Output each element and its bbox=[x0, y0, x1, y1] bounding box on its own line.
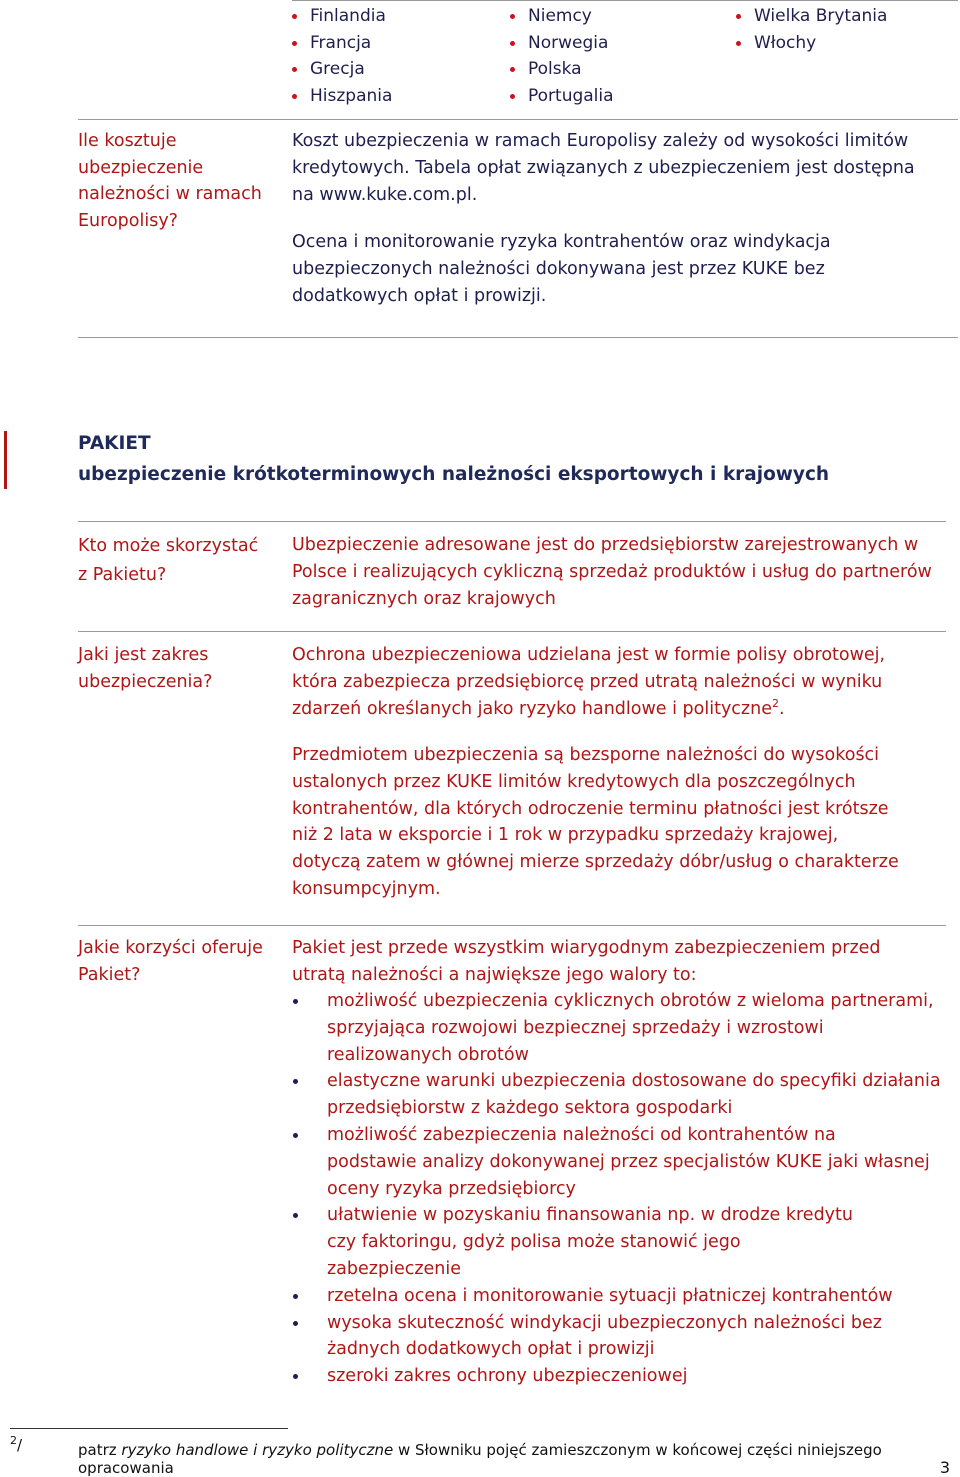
footnote-ref: 2 bbox=[771, 696, 779, 710]
answer-scope-p2: Przedmiotem ubezpieczenia są bezsporne należności do wysokości ustalonych przez KUKE limitów kredytowych dla poszczególnych kontrahentów, dla których odroczenie terminu płatności jest krótsze niż 2 lata w eksporcie i 1 rok w przypadku sprzedaży krajowej, dotyczą zatem w głównej mierze sprzedaży dóbr/usług o charakterze konsumpcyjnym. bbox=[292, 745, 899, 899]
answer-cost-p1: Koszt ubezpieczenia w ramach Europolisy zależy od wysokości limitów kredytowych. Tabela opłat związanych z ubezpieczeniem jest dostępna na www.kuke.com.pl. bbox=[292, 131, 915, 205]
question-cost: Ile kosztuje ubezpieczenie należności w ramach Europolisy? bbox=[78, 131, 262, 231]
pakiet-heading: PAKIET bbox=[78, 433, 151, 454]
list-item: możliwość zabezpieczenia należności od kontrahentów na podstawie analizy dokonywanej przez specjalistów KUKE jaki własnej oceny ryzyka przedsiębiorcy bbox=[292, 1122, 952, 1202]
footnote-pre: patrz bbox=[78, 1441, 122, 1459]
list-item: Hiszpania bbox=[292, 83, 392, 110]
heading-accent-bar bbox=[4, 431, 7, 489]
section-divider bbox=[78, 631, 946, 632]
list-item: Portugalia bbox=[510, 83, 614, 110]
list-item: szeroki zakres ochrony ubezpieczeniowej bbox=[292, 1363, 952, 1390]
list-item: Wielka Brytania bbox=[736, 3, 887, 30]
country-list-col3 bbox=[736, 3, 887, 56]
question-who-line2: z Pakietu? bbox=[78, 565, 167, 585]
section-divider bbox=[78, 337, 958, 338]
country-list-col1 bbox=[292, 3, 392, 110]
question-scope: Jaki jest zakres ubezpieczenia? bbox=[78, 645, 213, 692]
country-list-col2 bbox=[510, 3, 614, 110]
benefits-list bbox=[292, 988, 952, 1390]
list-item: Finlandia bbox=[292, 3, 392, 30]
list-item: możliwość ubezpieczenia cyklicznych obrotów z wieloma partnerami, sprzyjająca rozwojowi bezpiecznej sprzedaży i wzrostowi realizowanych obrotów bbox=[292, 988, 952, 1068]
footnote-italic: ryzyko handlowe i ryzyko polityczne bbox=[121, 1441, 394, 1459]
list-item: Polska bbox=[510, 56, 614, 83]
answer-who: Ubezpieczenie adresowane jest do przedsiębiorstw zarejestrowanych w Polsce i realizujących cykliczną sprzedaż produktów i usług do partnerów zagranicznych oraz krajowych bbox=[292, 535, 932, 609]
footnote-number: 2 bbox=[10, 1434, 17, 1447]
list-item: Grecja bbox=[292, 56, 392, 83]
list-item: rzetelna ocena i monitorowanie sytuacji płatniczej kontrahentów bbox=[292, 1283, 952, 1310]
page-number: 3 bbox=[939, 1458, 950, 1477]
section-divider bbox=[78, 925, 946, 926]
answer-benefits-intro: Pakiet jest przede wszystkim wiarygodnym zabezpieczeniem przed utratą należności a największe jego walory to: bbox=[292, 938, 881, 985]
section-divider bbox=[78, 521, 946, 522]
footnote-marker bbox=[10, 1436, 22, 1454]
question-who bbox=[78, 532, 273, 590]
pakiet-subheading: ubezpieczenie krótkoterminowych należności eksportowych i krajowych bbox=[78, 464, 830, 485]
list-item: Francja bbox=[292, 30, 392, 57]
question-who-line1: Kto może skorzystać bbox=[78, 536, 259, 556]
list-item: Włochy bbox=[736, 30, 887, 57]
list-item: Niemcy bbox=[510, 3, 614, 30]
list-item: ułatwienie w pozyskaniu finansowania np. w drodze kredytu czy faktoringu, gdyż polisa może stanowić jego zabezpieczenie bbox=[292, 1202, 952, 1282]
top-rule bbox=[292, 0, 958, 1]
footnote-text bbox=[78, 1441, 960, 1477]
answer-scope-p1-text: Ochrona ubezpieczeniowa udzielana jest w formie polisy obrotowej, która zabezpiecza przedsiębiorcę przed utratą należności w wyniku zdarzeń określanych jako ryzyko handlowe i polityczne bbox=[292, 645, 886, 719]
answer-scope-p1 bbox=[292, 642, 932, 722]
list-item: wysoka skuteczność windykacji ubezpieczonych należności bez żadnych dodatkowych opłat i prowizji bbox=[292, 1310, 952, 1364]
list-item: Norwegia bbox=[510, 30, 614, 57]
answer-cost-p2: Ocena i monitorowanie ryzyka kontrahentów oraz windykacja ubezpieczonych należności dokonywana jest przez KUKE bez dodatkowych opłat i prowizji. bbox=[292, 232, 831, 306]
section-divider bbox=[78, 119, 958, 120]
question-benefits: Jakie korzyści oferuje Pakiet? bbox=[78, 938, 263, 985]
footnote-rule bbox=[10, 1428, 288, 1429]
list-item: elastyczne warunki ubezpieczenia dostosowane do specyfiki działania przedsiębiorstw z każdego sektora gospodarki bbox=[292, 1068, 952, 1122]
footnote-post: w Słowniku pojęć zamieszczonym w końcowej części niniejszego opracowania bbox=[78, 1441, 882, 1477]
answer-scope-p1-end: . bbox=[778, 698, 785, 719]
footnote-slash: / bbox=[17, 1436, 23, 1454]
